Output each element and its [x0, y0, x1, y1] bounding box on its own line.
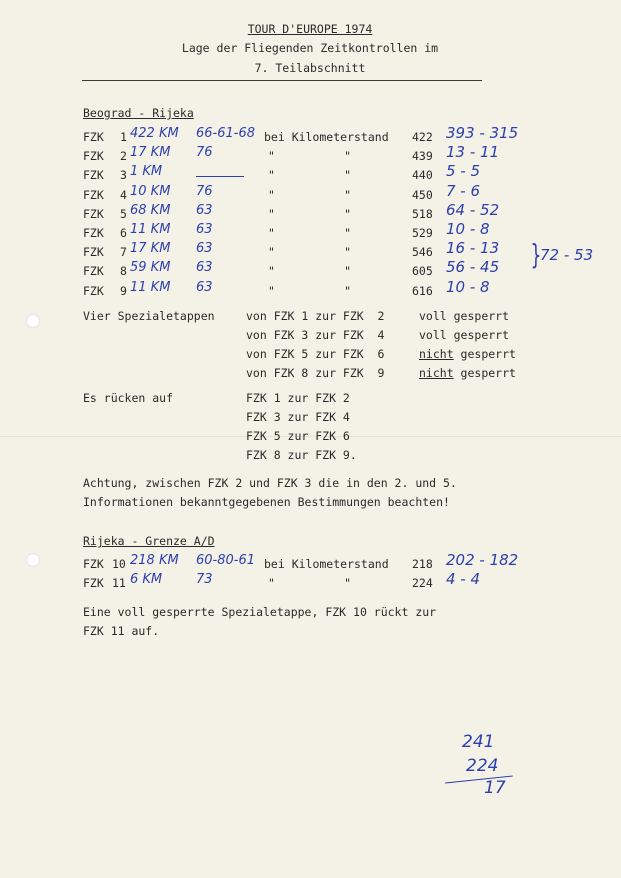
handwritten-calc-b: 224 — [466, 756, 499, 776]
kilometer-value: 605 — [412, 264, 433, 278]
move-intro: Es rücken auf — [83, 391, 174, 405]
fzk-number: 5 — [120, 207, 127, 221]
fzk-number: 9 — [120, 284, 127, 298]
kilometer-value: 518 — [412, 207, 433, 221]
handwritten-distance: 59 KM — [130, 260, 171, 275]
handwritten-result: 393 - 315 — [446, 124, 519, 142]
kilometer-value: 218 — [412, 557, 433, 571]
special-stage-range: von FZK 3 zur FZK 4 — [246, 328, 385, 342]
handwritten-speed: 63 — [196, 260, 213, 275]
note2-line-2: FZK 11 auf. — [83, 624, 160, 638]
handwritten-distance: 11 KM — [130, 280, 171, 295]
fzk-number: 8 — [120, 264, 127, 278]
ditto-marks: " " — [268, 264, 352, 278]
fzk-label: FZK — [83, 264, 104, 278]
ditto-marks: " " — [268, 576, 352, 590]
handwritten-speed: 76 — [196, 184, 213, 199]
handwritten-speed: 66-61-68 — [196, 126, 256, 141]
fzk-label: FZK — [83, 557, 104, 571]
handwritten-result: 13 - 11 — [446, 143, 500, 161]
fzk-label: FZK — [83, 207, 104, 221]
move-item: FZK 1 zur FZK 2 — [246, 391, 350, 405]
kilometer-value: 440 — [412, 168, 433, 182]
special-stage-range: von FZK 8 zur FZK 9 — [246, 366, 385, 380]
fzk-number: 6 — [120, 226, 127, 240]
handwritten-result: 7 - 6 — [446, 182, 481, 200]
kilometer-value: 529 — [412, 226, 433, 240]
kilometer-value: 616 — [412, 284, 433, 298]
status-keyword: nicht — [419, 366, 454, 380]
handwritten-result: 4 - 4 — [446, 570, 481, 588]
note-line-2: Informationen bekanntgegebenen Bestimmungen beachten! — [83, 495, 450, 509]
special-stage-range: von FZK 5 zur FZK 6 — [246, 347, 385, 361]
status-keyword: voll — [419, 309, 447, 323]
status-suffix: gesperrt — [446, 309, 510, 323]
handwritten-calc-c: 17 — [484, 778, 506, 798]
kilometer-value: 224 — [412, 576, 433, 590]
move-item: FZK 3 zur FZK 4 — [246, 410, 350, 424]
note2-line-1: Eine voll gesperrte Spezialetappe, FZK 10 rückt zur — [83, 605, 437, 619]
header-rule — [82, 80, 482, 81]
ditto-marks: " " — [268, 188, 352, 202]
handwritten-brace: } — [530, 238, 542, 271]
punch-hole — [26, 553, 40, 567]
special-stage-status — [419, 309, 509, 323]
fzk-number: 11 — [112, 576, 126, 590]
fzk-label: FZK — [83, 188, 104, 202]
handwritten-speed: 60-80-61 — [196, 553, 256, 568]
ditto-marks: " " — [268, 245, 352, 259]
fzk-label: FZK — [83, 576, 104, 590]
kilometer-value: 450 — [412, 188, 433, 202]
kilometer-value: 546 — [412, 245, 433, 259]
handwritten-bracket-total: 72 - 53 — [540, 246, 594, 264]
status-keyword: nicht — [419, 347, 454, 361]
fzk-label: FZK — [83, 284, 104, 298]
fzk-number: 7 — [120, 245, 127, 259]
section-heading-beograd-rijeka: Beograd - Rijeka — [83, 106, 194, 120]
fzk-number: 10 — [112, 557, 126, 571]
handwritten-distance: 10 KM — [130, 184, 171, 199]
ditto-marks: " " — [268, 149, 352, 163]
fzk-label: FZK — [83, 226, 104, 240]
fzk-label: FZK — [83, 245, 104, 259]
handwritten-speed: 63 — [196, 203, 213, 218]
fzk-label: FZK — [83, 130, 104, 144]
handwritten-distance: 17 KM — [130, 145, 171, 160]
handwritten-result: 16 - 13 — [446, 239, 500, 257]
fzk-number: 3 — [120, 168, 127, 182]
handwritten-result: 202 - 182 — [446, 551, 519, 569]
kilometer-value: 439 — [412, 149, 433, 163]
handwritten-result: 64 - 52 — [446, 201, 500, 219]
ditto-marks: " " — [268, 207, 352, 221]
punch-hole — [26, 314, 40, 328]
status-suffix: gesperrt — [453, 347, 516, 361]
handwritten-speed: 63 — [196, 280, 213, 295]
ditto-marks: " " — [268, 168, 352, 182]
handwritten-distance: 1 KM — [130, 164, 163, 179]
handwritten-distance: 68 KM — [130, 203, 171, 218]
handwritten-distance: 17 KM — [130, 241, 171, 256]
handwritten-distance: 422 KM — [130, 126, 179, 141]
special-stage-status — [419, 328, 509, 342]
ditto-marks: " " — [268, 284, 352, 298]
fzk-number: 4 — [120, 188, 127, 202]
kilometer-value: 422 — [412, 130, 433, 144]
handwritten-result: 56 - 45 — [446, 258, 500, 276]
handwritten-result: 5 - 5 — [446, 162, 481, 180]
handwritten-result: 10 - 8 — [446, 220, 490, 238]
header-line-3: 7. Teilabschnitt — [254, 61, 366, 75]
note-line-1: Achtung, zwischen FZK 2 und FZK 3 die in den 2. und 5. — [83, 476, 457, 490]
handwritten-calc-a: 241 — [462, 732, 495, 752]
status-suffix: gesperrt — [453, 366, 516, 380]
special-stage-status — [419, 366, 516, 380]
fzk-location-text: bei Kilometerstand — [264, 130, 389, 144]
fzk-label: FZK — [83, 149, 104, 163]
special-stage-status — [419, 347, 516, 361]
handwritten-speed: 73 — [196, 572, 213, 587]
status-keyword: voll — [419, 328, 447, 342]
handwritten-speed: 63 — [196, 222, 213, 237]
status-suffix: gesperrt — [446, 328, 510, 342]
handwritten-speed: 63 — [196, 241, 213, 256]
move-item: FZK 5 zur FZK 6 — [246, 429, 350, 443]
header-line-2: Lage der Fliegenden Zeitkontrollen im — [181, 41, 439, 55]
fzk-number: 1 — [120, 130, 127, 144]
fzk-number: 2 — [120, 149, 127, 163]
document-title: TOUR D'EUROPE 1974 — [247, 22, 373, 36]
handwritten-result: 10 - 8 — [446, 278, 490, 296]
fzk-label: FZK — [83, 168, 104, 182]
special-stages-intro: Vier Spezialetappen — [83, 309, 215, 323]
section-heading-rijeka-grenze: Rijeka - Grenze A/D — [83, 534, 215, 548]
handwritten-dash — [196, 176, 244, 177]
handwritten-distance: 11 KM — [130, 222, 171, 237]
ditto-marks: " " — [268, 226, 352, 240]
handwritten-distance: 6 KM — [130, 572, 163, 587]
move-item: FZK 8 zur FZK 9. — [246, 448, 357, 462]
handwritten-distance: 218 KM — [130, 553, 179, 568]
handwritten-speed: 76 — [196, 145, 213, 160]
fzk-location-text: bei Kilometerstand — [264, 557, 389, 571]
special-stage-range: von FZK 1 zur FZK 2 — [246, 309, 385, 323]
